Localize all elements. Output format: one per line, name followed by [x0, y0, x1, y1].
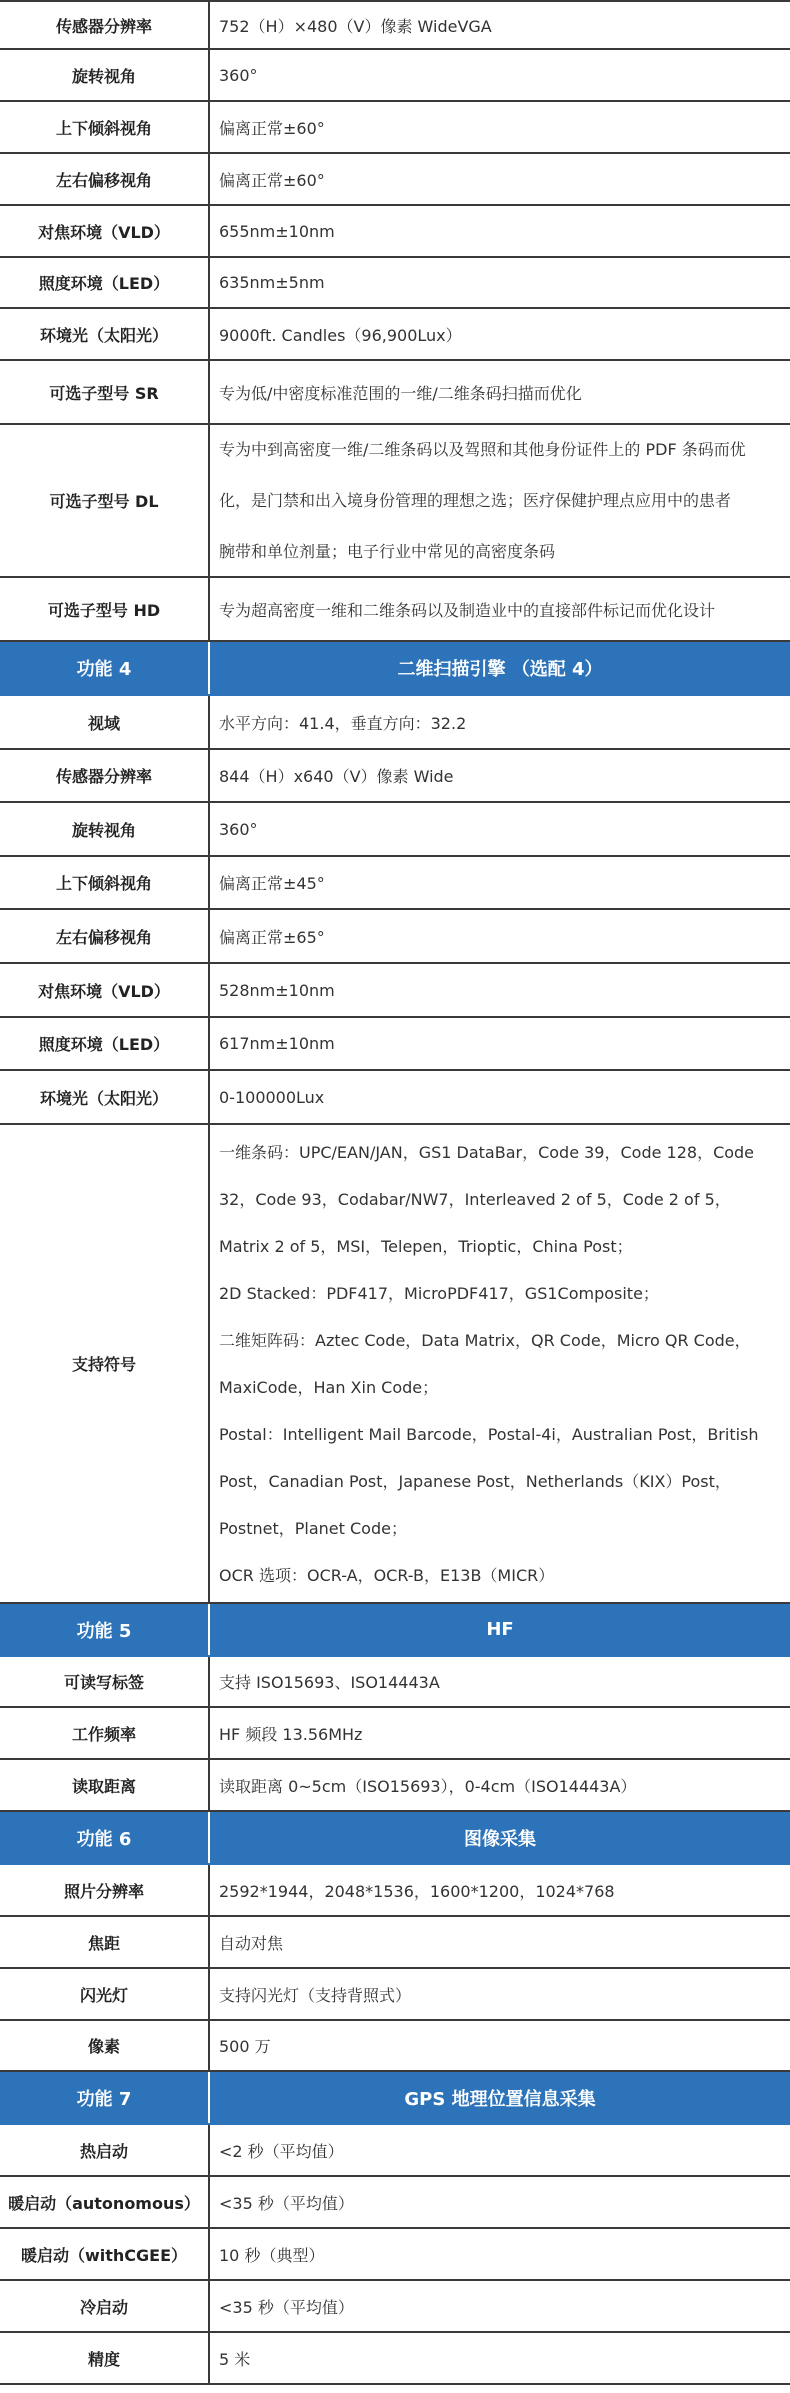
value-line: 9000ft. Candles（96,900Lux） — [219, 325, 462, 345]
spec-row — [0, 0, 790, 50]
spec-row — [0, 1071, 790, 1125]
spec-value — [210, 2, 790, 48]
value-line: 腕带和单位剂量；电子行业中常见的高密度条码 — [219, 542, 556, 561]
spec-row — [0, 910, 790, 964]
spec-row — [0, 102, 790, 154]
value-line: 偏离正常±65° — [219, 927, 325, 947]
value-line: <35 秒（平均值） — [219, 2297, 354, 2317]
spec-label: 冷启动 — [0, 2281, 210, 2331]
section-title — [210, 642, 790, 694]
spec-value — [210, 1865, 790, 1915]
value-line: 支持 ISO15693、ISO14443A — [219, 1673, 440, 1692]
spec-row — [0, 1657, 790, 1708]
spec-row — [0, 206, 790, 258]
value-line: Post，Canadian Post，Japanese Post，Netherlands（KIX）Post， — [219, 1471, 731, 1491]
spec-row — [0, 1018, 790, 1071]
spec-row — [0, 1760, 790, 1812]
spec-label: 对焦环境（VLD） — [0, 206, 210, 256]
spec-row — [0, 2177, 790, 2229]
spec-value — [210, 50, 790, 100]
spec-value — [210, 750, 790, 801]
spec-value — [210, 2125, 790, 2175]
spec-row — [0, 1125, 790, 1604]
spec-label: 可选子型号 DL — [0, 425, 210, 576]
value-line: 化，是门禁和出入境身份管理的理想之选；医疗保健护理点应用中的患者 — [219, 491, 732, 510]
spec-value — [210, 1657, 790, 1706]
spec-label: 像素 — [0, 2021, 210, 2070]
value-line: 2D Stacked：PDF417，MicroPDF417，GS1Composite； — [219, 1283, 659, 1303]
spec-row — [0, 154, 790, 206]
value-line: 752（H）×480（V）像素 WideVGA — [219, 16, 492, 36]
spec-row — [0, 857, 790, 910]
spec-label: 照片分辨率 — [0, 1865, 210, 1915]
spec-value — [210, 1018, 790, 1069]
value-line: 二维扫描引擎 （选配 4） — [397, 659, 603, 680]
value-line: 图像采集 — [464, 1828, 536, 1850]
spec-value — [210, 102, 790, 152]
spec-row — [0, 1865, 790, 1917]
value-line: HF — [486, 1619, 514, 1640]
spec-row — [0, 361, 790, 425]
spec-row — [0, 50, 790, 102]
spec-value — [210, 1708, 790, 1758]
spec-label: 精度 — [0, 2333, 210, 2383]
spec-label: 对焦环境（VLD） — [0, 964, 210, 1016]
spec-value — [210, 696, 790, 748]
spec-value — [210, 1917, 790, 1967]
value-line: 专为低/中密度标准范围的一维/二维条码扫描而优化 — [219, 383, 582, 403]
spec-value — [210, 2021, 790, 2070]
spec-value — [210, 2281, 790, 2331]
value-line: 自动对焦 — [219, 1933, 284, 1953]
spec-row — [0, 2021, 790, 2072]
spec-label: 上下倾斜视角 — [0, 857, 210, 908]
value-line: HF 频段 13.56MHz — [219, 1724, 363, 1744]
spec-label: 照度环境（LED） — [0, 1018, 210, 1069]
spec-row — [0, 578, 790, 642]
spec-label: 旋转视角 — [0, 803, 210, 855]
spec-row — [0, 750, 790, 803]
spec-value — [210, 309, 790, 359]
value-line: <35 秒（平均值） — [219, 2193, 354, 2213]
section-title — [210, 1604, 790, 1655]
spec-label: 照度环境（LED） — [0, 258, 210, 307]
spec-label: 传感器分辨率 — [0, 2, 210, 48]
spec-value — [210, 2229, 790, 2279]
value-line: Postnet，Planet Code； — [219, 1518, 407, 1538]
value-line: 读取距离 0~5cm（ISO15693），0-4cm（ISO14443A） — [219, 1776, 637, 1796]
section-header-row — [0, 1604, 790, 1657]
spec-row — [0, 1917, 790, 1969]
spec-row — [0, 1708, 790, 1760]
value-line: 专为超高密度一维和二维条码以及制造业中的直接部件标记而优化设计 — [219, 600, 716, 620]
spec-row — [0, 258, 790, 309]
spec-label: 暖启动（autonomous） — [0, 2177, 210, 2227]
value-line: 500 万 — [219, 2037, 271, 2056]
spec-value — [210, 361, 790, 423]
spec-label: 暖启动（withCGEE） — [0, 2229, 210, 2279]
value-line: <2 秒（平均值） — [219, 2141, 344, 2161]
spec-value — [210, 258, 790, 307]
spec-value — [210, 857, 790, 908]
spec-label: 环境光（太阳光） — [0, 1071, 210, 1123]
spec-label: 视域 — [0, 696, 210, 748]
value-line: 二维矩阵码：Aztec Code，Data Matrix，QR Code，Micro QR Code， — [219, 1330, 751, 1350]
value-line: 635nm±5nm — [219, 273, 325, 292]
section-header-row — [0, 1812, 790, 1865]
value-line: 844（H）x640（V）像素 Wide — [219, 767, 454, 786]
spec-label: 环境光（太阳光） — [0, 309, 210, 359]
spec-value — [210, 425, 790, 576]
spec-row — [0, 1969, 790, 2021]
spec-label: 传感器分辨率 — [0, 750, 210, 801]
spec-label: 左右偏移视角 — [0, 154, 210, 204]
value-line: Matrix 2 of 5，MSI，Telepen，Trioptic，China Post； — [219, 1236, 633, 1256]
value-line: 528nm±10nm — [219, 980, 335, 1000]
spec-value — [210, 206, 790, 256]
value-line: 偏离正常±60° — [219, 118, 325, 138]
section-title — [210, 1812, 790, 1863]
value-line: 专为中到高密度一维/二维条码以及驾照和其他身份证件上的 PDF 条码而优 — [219, 440, 746, 459]
spec-value — [210, 154, 790, 204]
spec-label: 上下倾斜视角 — [0, 102, 210, 152]
spec-label: 可选子型号 SR — [0, 361, 210, 423]
value-line: MaxiCode，Han Xin Code； — [219, 1377, 439, 1397]
section-label: 功能 6 — [0, 1812, 210, 1863]
value-line: 支持闪光灯（支持背照式） — [219, 1985, 412, 2005]
value-line: 360° — [219, 819, 258, 839]
spec-row — [0, 2229, 790, 2281]
spec-row — [0, 309, 790, 361]
spec-row — [0, 425, 790, 578]
spec-row — [0, 2333, 790, 2385]
spec-label: 闪光灯 — [0, 1969, 210, 2019]
spec-row — [0, 2281, 790, 2333]
spec-label: 旋转视角 — [0, 50, 210, 100]
value-line: Postal：Intelligent Mail Barcode，Postal-4i，Australian Post，British — [219, 1424, 759, 1444]
spec-value — [210, 964, 790, 1016]
spec-label: 焦距 — [0, 1917, 210, 1967]
value-line: 0-100000Lux — [219, 1087, 325, 1107]
spec-row — [0, 696, 790, 750]
spec-value — [210, 910, 790, 962]
spec-label: 支持符号 — [0, 1125, 210, 1602]
section-title — [210, 2072, 790, 2123]
spec-value — [210, 803, 790, 855]
value-line: 偏离正常±45° — [219, 874, 325, 893]
value-line: 水平方向：41.4，垂直方向：32.2 — [219, 713, 467, 733]
value-line: 偏离正常±60° — [219, 170, 325, 190]
spec-label: 可读写标签 — [0, 1657, 210, 1706]
spec-label: 读取距离 — [0, 1760, 210, 1810]
spec-value — [210, 2333, 790, 2383]
value-line: 5 米 — [219, 2349, 251, 2369]
section-label: 功能 4 — [0, 642, 210, 694]
spec-row — [0, 2125, 790, 2177]
section-label: 功能 5 — [0, 1604, 210, 1655]
section-label: 功能 7 — [0, 2072, 210, 2123]
value-line: 360° — [219, 65, 258, 85]
spec-value — [210, 1969, 790, 2019]
spec-label: 左右偏移视角 — [0, 910, 210, 962]
spec-value — [210, 2177, 790, 2227]
value-line: 655nm±10nm — [219, 221, 335, 241]
spec-value — [210, 1125, 790, 1602]
spec-label: 可选子型号 HD — [0, 578, 210, 640]
spec-row — [0, 964, 790, 1018]
value-line: OCR 选项：OCR-A，OCR-B，E13B（MICR） — [219, 1565, 555, 1585]
value-line: GPS 地理位置信息采集 — [404, 2088, 596, 2110]
value-line: 一维条码：UPC/EAN/JAN，GS1 DataBar，Code 39，Code 128，Code — [219, 1142, 755, 1162]
value-line: 32，Code 93，Codabar/NW7，Interleaved 2 of 5，Code 2 of 5， — [219, 1189, 731, 1209]
spec-label: 热启动 — [0, 2125, 210, 2175]
spec-label: 工作频率 — [0, 1708, 210, 1758]
spec-value — [210, 1760, 790, 1810]
section-header-row — [0, 2072, 790, 2125]
spec-row — [0, 803, 790, 857]
spec-value — [210, 578, 790, 640]
value-line: 2592*1944，2048*1536，1600*1200，1024*768 — [219, 1881, 615, 1901]
value-line: 10 秒（典型） — [219, 2245, 325, 2265]
value-line: 617nm±10nm — [219, 1034, 335, 1053]
section-header-row — [0, 642, 790, 696]
spec-value — [210, 1071, 790, 1123]
